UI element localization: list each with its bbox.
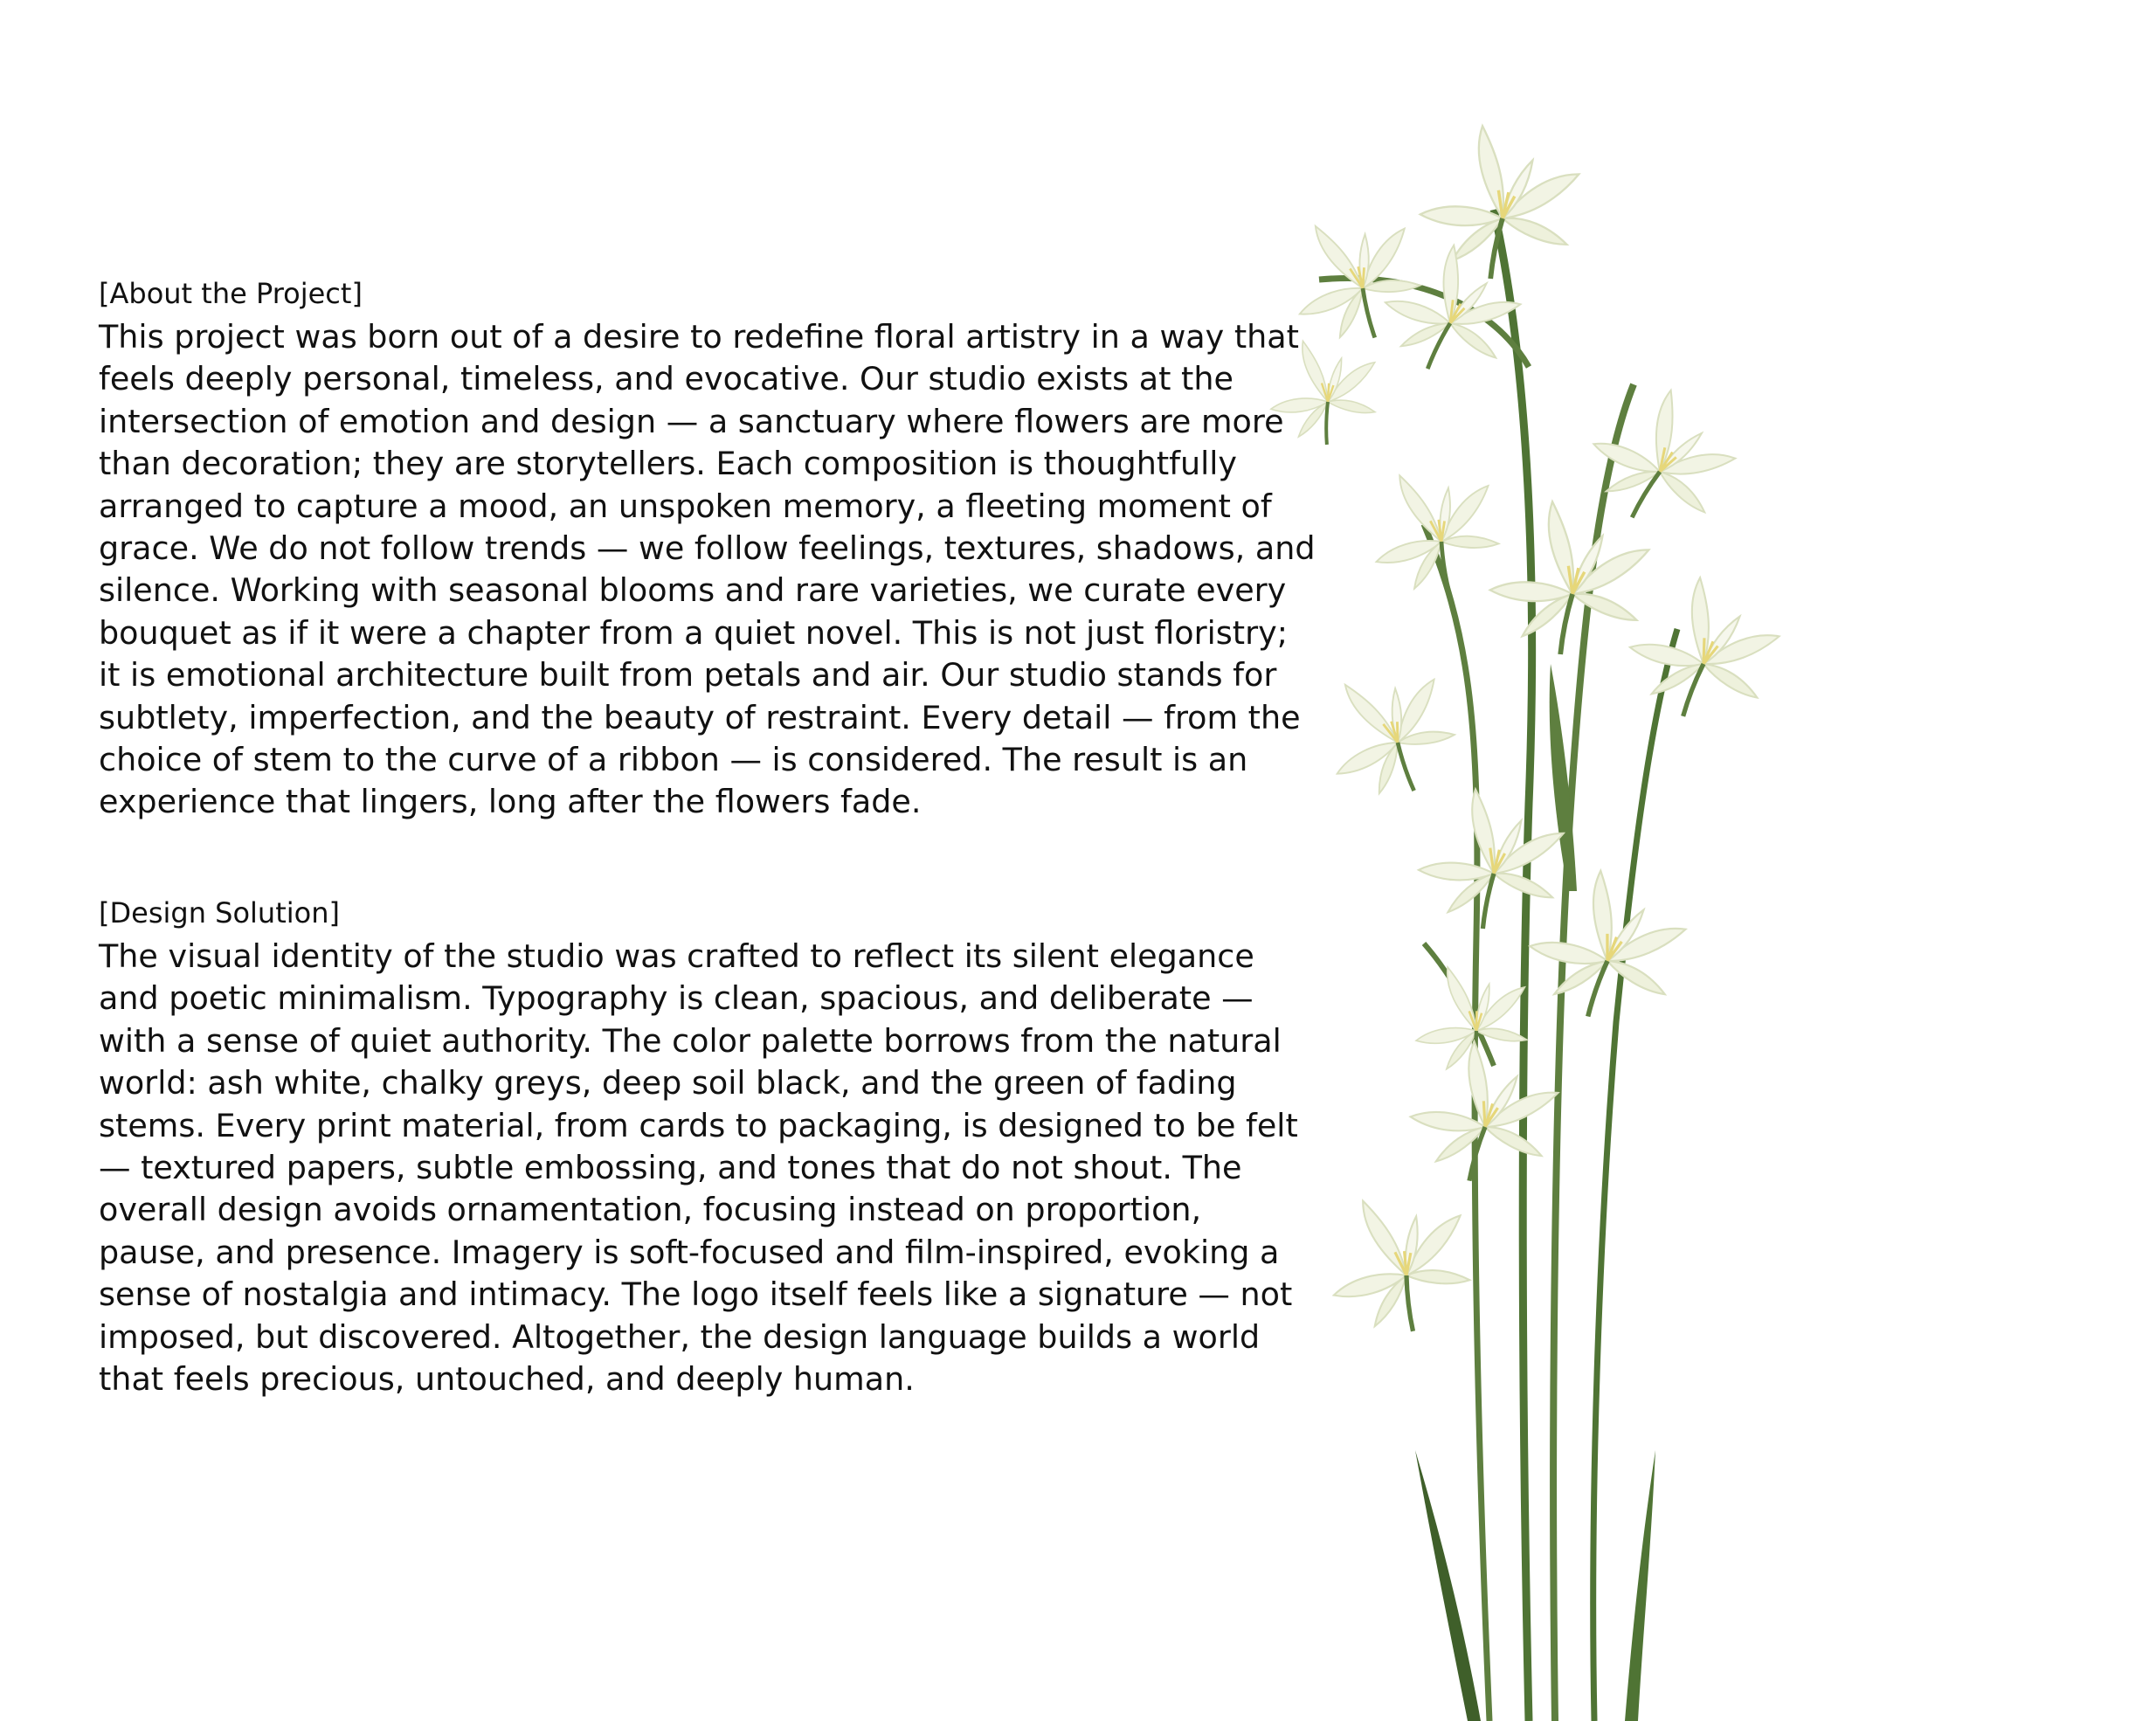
about-project-body: This project was born out of a desire to redefine floral artistry in a way that feels deeply personal, timeless, and evocative. Our studio exists at the intersection of emotion and design — a sanctuary where flowers are more than decoration; they are storytellers. Each composition is thoughtfully arranged to capture a mood, an unspoken memory, a fleeting moment of grace. We do not follow trends — we follow feelings, textures, shadows, and silence. Working with seasonal blooms and rare varieties, we curate every bouquet as if it were a chapter from a quiet novel. This is not just floristry; it is emotional architecture built from petals and air. Our studio stands for subtlety, imperfection, and the beauty of restraint. Every detail — from the choice of stem to the curve of a ribbon — is considered. The result is an experience that lingers, long after the flowers fade. [99,318,1316,821]
about-project-label: [About the Project] [99,277,363,310]
design-solution-section [99,895,1317,1400]
text-column [99,276,1317,1400]
gladiolus-flower-illustration [1267,105,1966,1721]
about-project-section [99,276,1317,824]
design-solution-body: The visual identity of the studio was crafted to reflect its silent elegance and poetic minimalism. Typography is clean, spacious, and deliberate — with a sense of quiet authority. The color palette borrows from the natural world: ash white, chalky greys, deep soil black, and the green of fading stems. Every print material, from cards to packaging, is designed to be felt — textured papers, subtle embossing, and tones that do not shout. The overall design avoids ornamentation, focusing instead on proportion, pause, and presence. Imagery is soft-focused and film-inspired, evoking a sense of nostalgia and intimacy. The logo itself feels like a signature — not imposed, but discovered. Altogether, the design language builds a world that feels precious, untouched, and deeply human. [99,937,1298,1398]
gladiolus-svg [1267,105,1966,1721]
design-solution-label: [Design Solution] [99,895,340,930]
